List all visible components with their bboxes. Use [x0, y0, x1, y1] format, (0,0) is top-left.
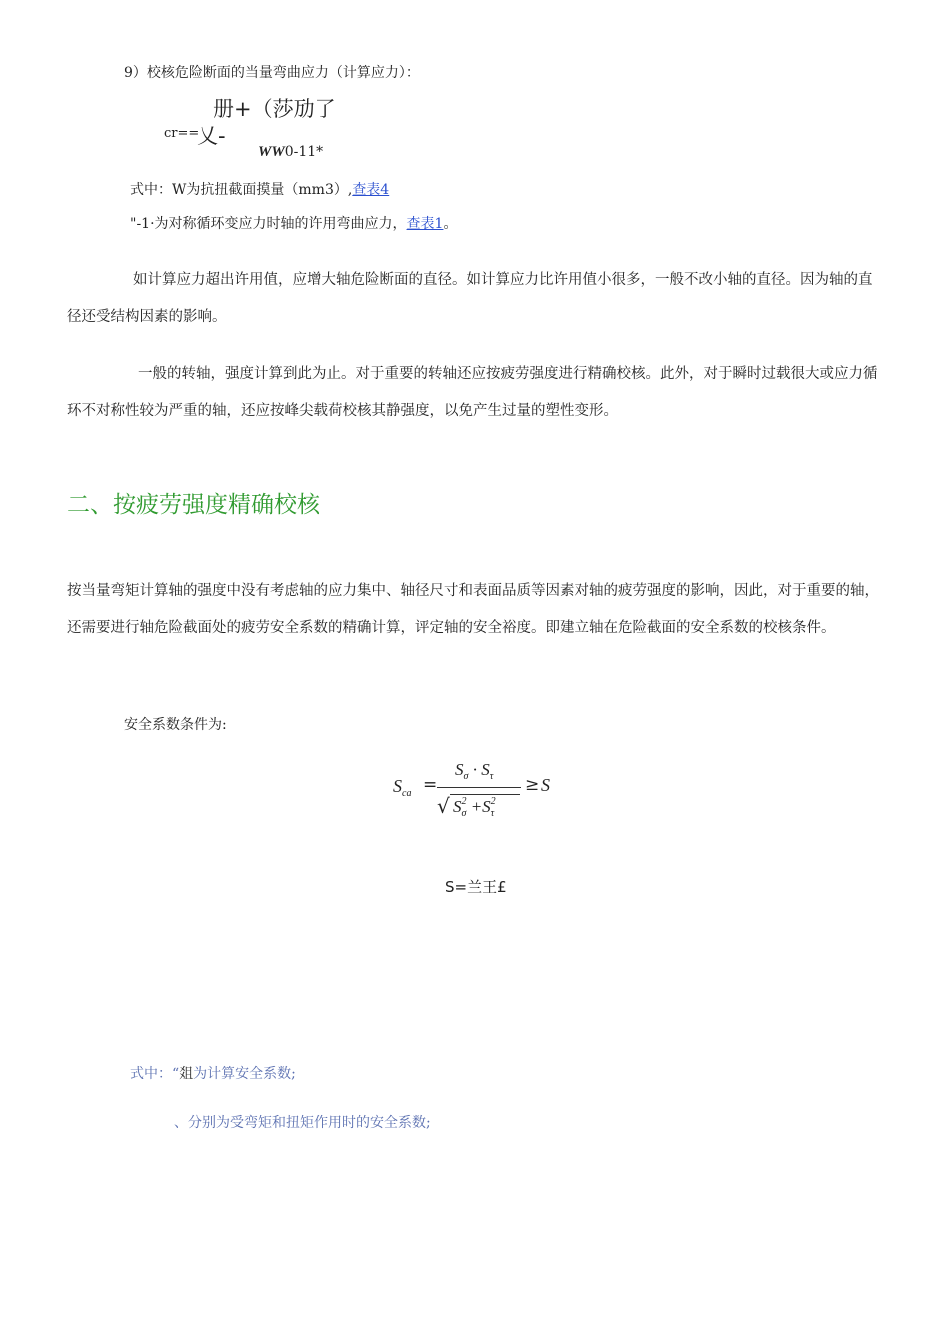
- paragraph-2: 一般的转轴，强度计算到此为止。对于重要的转轴还应按疲劳强度进行精确校核。此外，对于瞬时过载很大或应力循环不对称性较为严重的轴，还应按峰尖载荷校核其静强度，以免产生过量的塑性变形。: [67, 366, 878, 419]
- sec9-title: 9）校核危险断面的当量弯曲应力（计算应力）：: [124, 65, 420, 81]
- note-2: 、分别为受弯矩和扭矩作用时的安全系数;: [174, 1115, 431, 1131]
- formula-lhs: $S_{ca}$: [393, 776, 412, 799]
- sec9-line1-text: 式中：W为抗扭截面摸量（mm3）,: [130, 182, 353, 198]
- safety-label: 安全系数条件为:: [124, 717, 227, 733]
- note-1: 式中：“爼为计算安全系数;: [130, 1066, 296, 1082]
- table4-link[interactable]: 查表4: [352, 182, 390, 198]
- table1-link[interactable]: 查表1: [406, 216, 444, 232]
- formula-left: cr==: [164, 126, 200, 141]
- formula-equals: =: [423, 775, 438, 795]
- sec9-line2-text: "-1·为对称循环变应力时轴的许用弯曲应力，: [130, 216, 407, 232]
- paragraph-3: 按当量弯矩计算轴的强度中没有考虑轴的应力集中、轴径尺寸和表面品质等因素对轴的疲劳强度的影响，因此，对于重要的轴，还需要进行轴危险截面处的疲劳安全系数的精确计算，评定轴的安全裕度。即建立轴在危险截面的安全系数的校核条件。: [67, 583, 879, 636]
- sqrt-sign: √: [437, 794, 450, 818]
- safety-formula: [393, 760, 563, 822]
- formula-denominator: $S^2_\sigma +S^2_\tau$: [453, 796, 496, 819]
- sqrt-bar: [450, 794, 520, 795]
- sec9-line2: [130, 213, 457, 233]
- formula-numerator: $S_\sigma \cdot S_\tau$: [455, 760, 494, 782]
- formula-rhs: S: [541, 775, 550, 795]
- formula-bottom: [258, 144, 323, 161]
- formula-top: 册+（莎劢了: [213, 97, 336, 121]
- fraction-bar: [437, 787, 521, 788]
- formula-mid: 乂-: [197, 124, 226, 148]
- formula-bottom-bold: WW: [258, 144, 285, 160]
- paragraph-1: 如计算应力超出许用值，应增大轴危险断面的直径。如计算应力比许用值小很多，一般不改小轴的直径。因为轴的直径还受结构因素的影响。: [67, 272, 873, 325]
- s-equation: S=兰王£: [445, 878, 507, 896]
- sec9-line1: [130, 179, 389, 199]
- formula-geq: ≥: [525, 775, 540, 795]
- section-heading: 二、按疲劳强度精确校核: [67, 492, 320, 518]
- sec9-line2-suffix: 。: [443, 216, 458, 232]
- formula-bottom-rest: 0-11*: [284, 144, 324, 160]
